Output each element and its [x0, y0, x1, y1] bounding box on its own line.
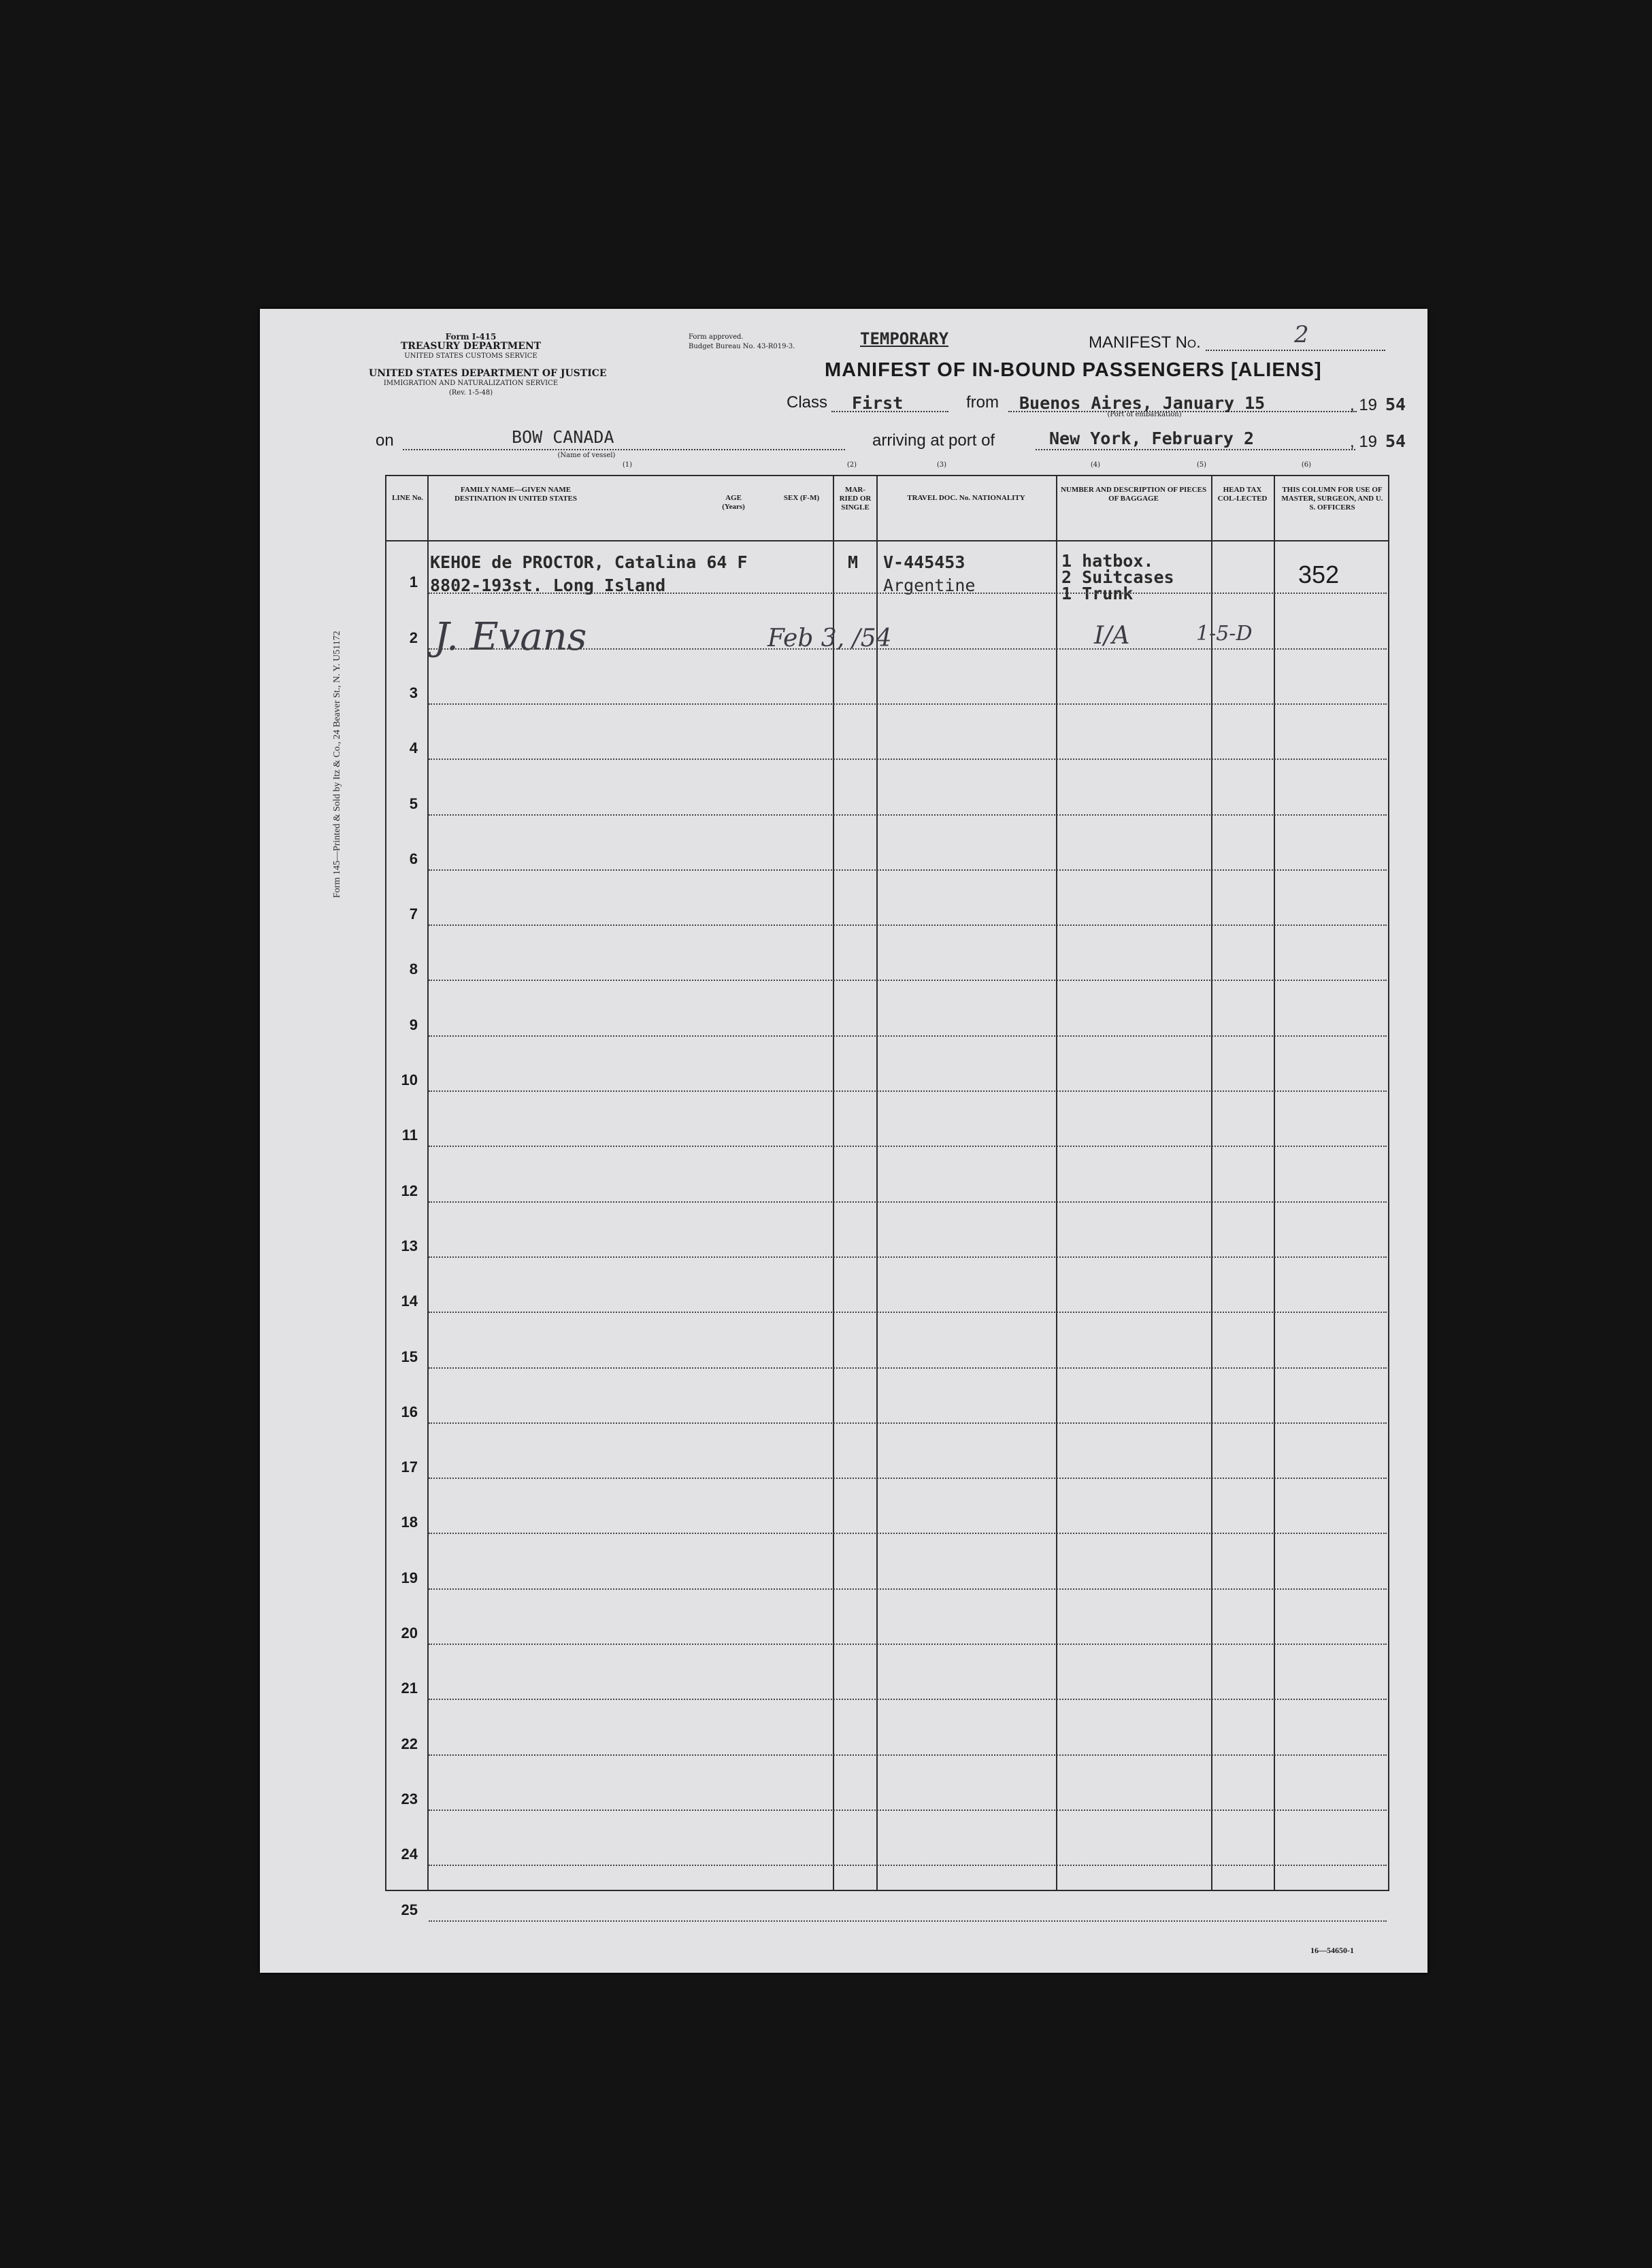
line-number: 14: [401, 1293, 418, 1310]
passenger-address: 8802-193st. Long Island: [430, 576, 666, 595]
line-rule: [429, 1146, 1387, 1147]
line-rule: [429, 1699, 1387, 1700]
revision-date: (Rev. 1-5-48): [448, 389, 493, 397]
vessel-caption: (Name of vessel): [557, 452, 616, 459]
year2-value: 54: [1385, 431, 1406, 451]
line-rule: [429, 758, 1387, 760]
header-name-destination: FAMILY NAME—GIVEN NAME DESTINATION IN UNITED STATES: [454, 486, 578, 503]
col-num-6: (6): [1301, 461, 1312, 469]
line-rule: [429, 1090, 1387, 1092]
header-sex: SEX (F-M): [783, 494, 820, 502]
header-baggage: NUMBER AND DESCRIPTION OF PIECES OF BAGGAGE: [1060, 486, 1207, 503]
baggage-item: 1 hatbox.: [1061, 551, 1154, 571]
line-number: 25: [401, 1901, 418, 1918]
class-value: First: [852, 393, 904, 413]
line-rule: [429, 1588, 1387, 1590]
line-rule: [429, 1422, 1387, 1424]
temporary-stamp: TEMPORARY: [860, 329, 949, 348]
col-num-2: (2): [846, 461, 857, 469]
manifest-title: MANIFEST OF IN-BOUND PASSENGERS [ALIENS]: [825, 359, 1322, 381]
budget-bureau: Budget Bureau No. 43-R019-3.: [689, 343, 795, 350]
inspection-mark: I/A: [1094, 622, 1130, 650]
line-number: 22: [401, 1735, 418, 1752]
header-age: AGE (Years): [722, 494, 745, 511]
customs-service: UNITED STATES CUSTOMS SERVICE: [404, 352, 538, 360]
col-num-1: (1): [622, 461, 633, 469]
officer-note: 352: [1298, 561, 1340, 588]
arriving-label: arriving at port of: [872, 431, 995, 450]
header-line-no: LINE No.: [392, 494, 423, 502]
on-label: on: [376, 431, 394, 450]
baggage-item: 1 Trunk: [1061, 584, 1134, 603]
line-rule: [429, 1035, 1387, 1037]
line-number: 18: [401, 1514, 418, 1531]
line-number: 13: [401, 1237, 418, 1254]
col-num-4: (4): [1090, 461, 1101, 469]
line-rule: [429, 980, 1387, 981]
line-rule: [429, 1533, 1387, 1534]
line-rule: [429, 648, 1387, 650]
inspection-mark: 1-5-D: [1196, 622, 1253, 646]
line-rule: [429, 924, 1387, 926]
col-num-3: (3): [936, 461, 947, 469]
manifest-document: [260, 309, 1427, 1973]
header-officers-column: THIS COLUMN FOR USE OF MASTER, SURGEON, AND U. S. OFFICERS: [1281, 486, 1383, 512]
printer-imprint: Form 145—Printed & Sold by Itz & Co., 24 Beaver St., N. Y. U51172: [332, 631, 342, 898]
header-married: MAR-RIED OR SINGLE: [839, 486, 872, 512]
line-rule: [429, 703, 1387, 705]
baggage-item: 2 Suitcases: [1061, 567, 1174, 587]
line-rule: [429, 1644, 1387, 1645]
year1-prefix: , 19: [1350, 396, 1378, 414]
line-number: 3: [409, 684, 418, 701]
inspector-signature: J. Evans: [434, 615, 587, 659]
line-rule: [429, 1754, 1387, 1756]
inspection-date: Feb 3, /54: [767, 624, 892, 652]
from-label: from: [966, 393, 999, 412]
line-number: 4: [409, 739, 418, 757]
line-number: 8: [409, 961, 418, 978]
form-approved: Form approved.: [689, 333, 744, 341]
year2-prefix: , 19: [1350, 433, 1378, 451]
line-number: 21: [401, 1680, 418, 1697]
travel-doc-number: V-445453: [883, 552, 965, 572]
manifest-no-value: 2: [1294, 321, 1309, 348]
line-number: 9: [409, 1016, 418, 1033]
nationality: Argentine: [883, 576, 976, 595]
line-rule: [429, 869, 1387, 871]
line-number: 10: [401, 1071, 418, 1088]
line-rule: [429, 1810, 1387, 1811]
line-rule: [429, 1201, 1387, 1203]
line-rule: [429, 1920, 1387, 1922]
col-num-5: (5): [1196, 461, 1207, 469]
line-number: 2: [409, 629, 418, 646]
marital-status: M: [848, 552, 859, 572]
line-number: 17: [401, 1458, 418, 1476]
immigration-service: IMMIGRATION AND NATURALIZATION SERVICE: [383, 380, 559, 387]
line-number: 7: [409, 905, 418, 923]
vessel-name: BOW CANADA: [512, 427, 614, 447]
line-number: 23: [401, 1790, 418, 1807]
class-label: Class: [787, 393, 828, 412]
line-rule: [429, 1865, 1387, 1866]
arrival-value: New York, February 2: [1049, 429, 1255, 448]
line-rule: [429, 593, 1387, 594]
line-rule: [429, 1478, 1387, 1479]
header-travel-doc: TRAVEL DOC. No. NATIONALITY: [907, 494, 1025, 502]
line-rule: [429, 1367, 1387, 1369]
line-number: 20: [401, 1624, 418, 1641]
line-number: 1: [409, 573, 418, 591]
form-code: 16—54650-1: [1310, 1946, 1354, 1955]
header-head-tax: HEAD TAX COL-LECTED: [1217, 486, 1268, 503]
line-number: 16: [401, 1403, 418, 1420]
line-number: 6: [409, 850, 418, 867]
form-number: Form I-415: [445, 332, 497, 341]
line-number: 11: [401, 1127, 418, 1144]
passenger-table: [385, 475, 1389, 1918]
line-rule: [429, 1312, 1387, 1313]
manifest-no-label: MANIFEST No.: [1089, 333, 1201, 352]
line-rule: [429, 814, 1387, 816]
line-number: 5: [409, 795, 418, 812]
line-number: 19: [401, 1569, 418, 1586]
line-rule: [429, 1256, 1387, 1258]
treasury-department: TREASURY DEPARTMENT: [400, 341, 542, 352]
line-number: 15: [401, 1348, 418, 1365]
passenger-name: KEHOE de PROCTOR, Catalina 64 F: [430, 552, 748, 572]
embarkation-value: Buenos Aires, January 15: [1019, 393, 1266, 413]
embarkation-caption: (Port of embarkation): [1107, 411, 1182, 418]
line-number: 12: [401, 1182, 418, 1199]
line-number: 24: [401, 1846, 418, 1863]
department-of-justice: UNITED STATES DEPARTMENT OF JUSTICE: [369, 368, 607, 379]
year1-value: 54: [1385, 395, 1406, 414]
